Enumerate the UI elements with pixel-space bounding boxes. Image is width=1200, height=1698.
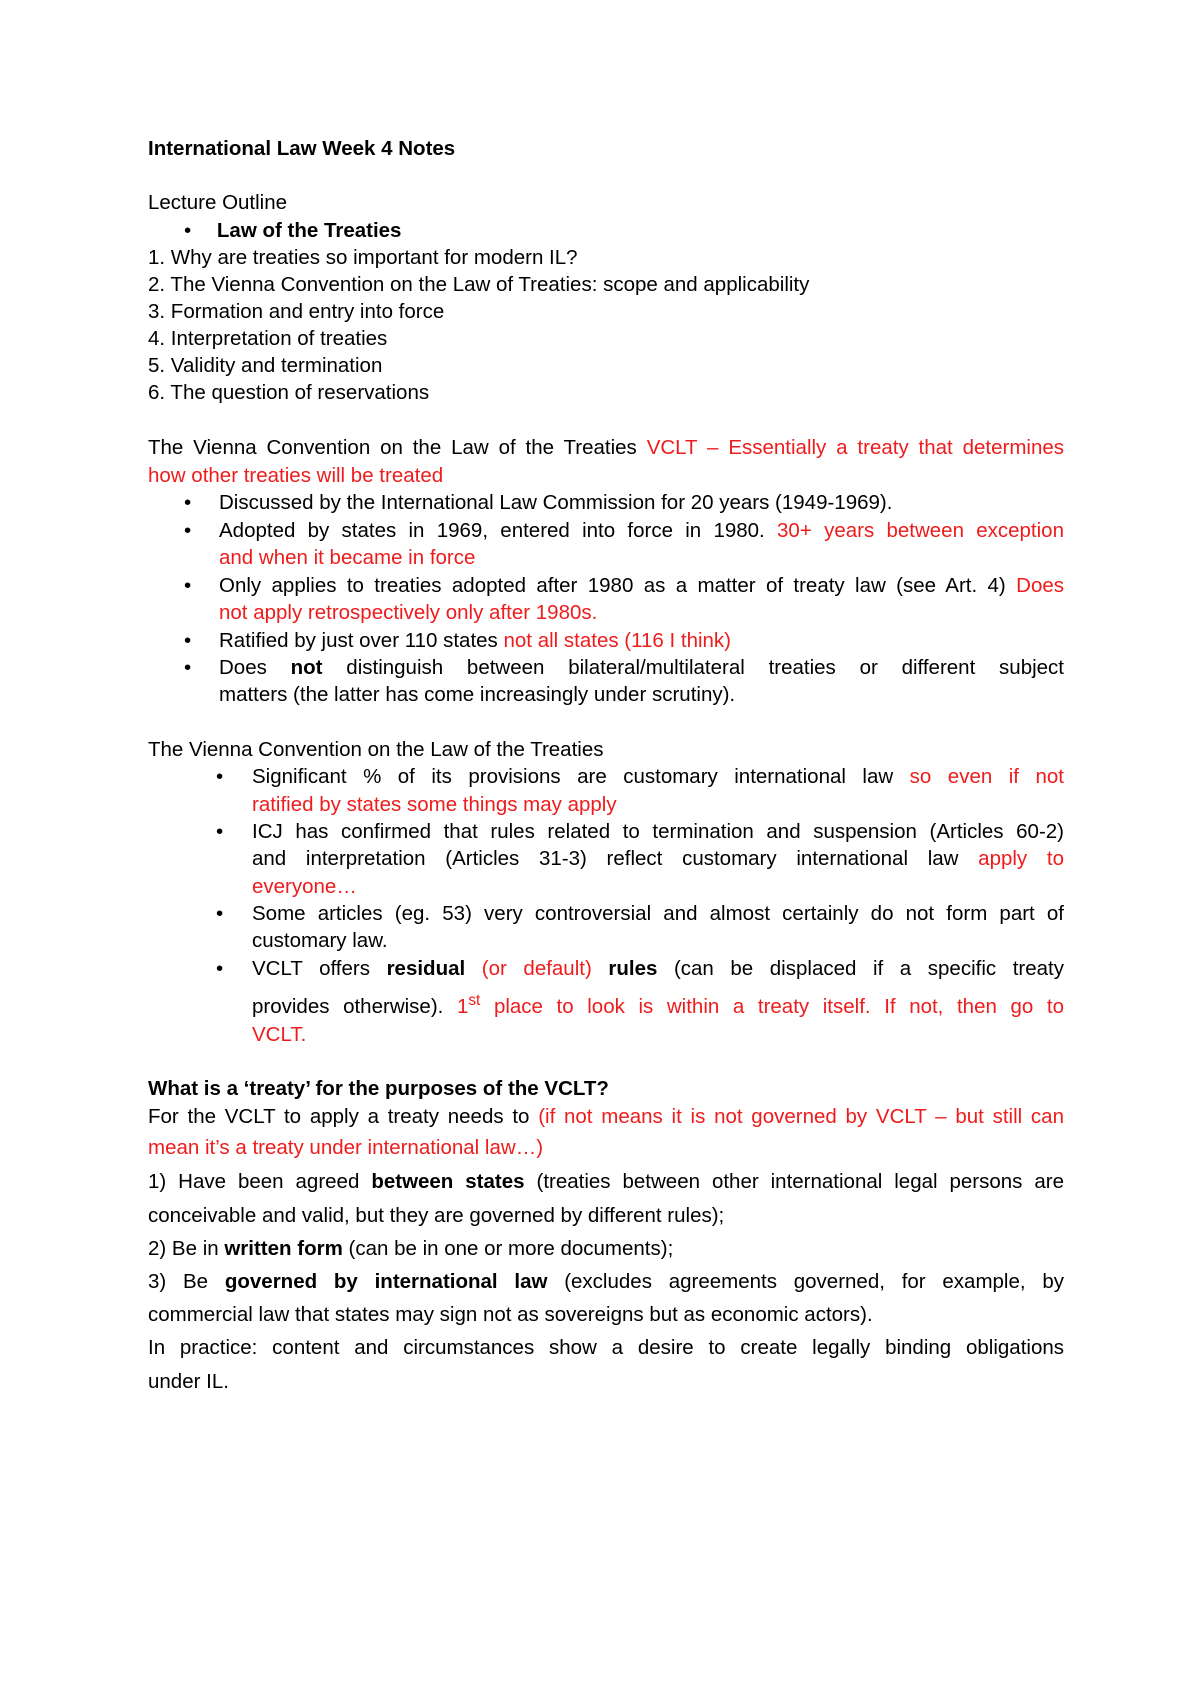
section2-heading: The Vienna Convention on the Law of the Treaties (148, 738, 604, 761)
list-item: Adopted by states in 1969, entered into force in 1980. 30+ years between exception (219, 519, 1064, 542)
section3-heading: What is a ‘treaty’ for the purposes of the VCLT? (148, 1077, 609, 1100)
outline-heading: Lecture Outline (148, 191, 288, 214)
bullet-icon: • (216, 820, 224, 843)
annotation: Does (1016, 574, 1064, 597)
list-item: Some articles (eg. 53) very controversial and almost certainly do not form part of (252, 902, 1064, 925)
list-item: VCLT offers residual (or default) rules (can be displaced if a specific treaty (252, 957, 1064, 980)
annotation: so even if not (909, 765, 1064, 788)
list-item: Only applies to treaties adopted after 1980 as a matter of treaty law (see Art. 4) Does (219, 574, 1064, 597)
annotation: ratified by states some things may apply (252, 793, 617, 816)
outline-bullet (184, 219, 401, 243)
bullet-icon: • (184, 519, 192, 542)
paragraph-continuation: commercial law that states may sign not as sovereigns but as economic actors). (148, 1303, 873, 1326)
paragraph: 2) Be in written form (can be in one or more documents); (148, 1237, 674, 1260)
outline-item: 6. The question of reservations (148, 381, 430, 404)
annotation: place to look is within a treaty itself. If not, then go to (493, 995, 1064, 1018)
annotation: VCLT – Essentially a treaty that determines (646, 436, 1065, 459)
bullet-icon: • (184, 656, 192, 679)
annotation: everyone… (252, 875, 357, 898)
bullet-icon: • (216, 765, 224, 788)
annotation: how other treaties will be treated (148, 464, 444, 487)
annotation: 30+ years between exception (777, 519, 1064, 542)
bullet-icon: • (184, 629, 192, 652)
bullet-icon: • (184, 491, 192, 514)
bullet-icon: • (184, 574, 192, 597)
outline-item: 1. Why are treaties so important for modern IL? (148, 246, 578, 269)
outline-item: 4. Interpretation of treaties (148, 327, 388, 350)
list-item-continuation: matters (the latter has come increasingly under scrutiny). (219, 683, 736, 706)
annotation: VCLT. (252, 1023, 307, 1046)
outline-item: 5. Validity and termination (148, 354, 383, 377)
annotation: mean it’s a treaty under international law…) (148, 1136, 544, 1159)
paragraph: 1) Have been agreed between states (treaties between other international legal persons are (148, 1170, 1065, 1193)
annotation: not apply retrospectively only after 1980s. (219, 601, 598, 624)
list-item: Significant % of its provisions are customary international law so even if not (252, 765, 1064, 788)
outline-item: 3. Formation and entry into force (148, 300, 445, 323)
outline-item: 2. The Vienna Convention on the Law of Treaties: scope and applicability (148, 273, 810, 296)
annotation: 1st (456, 992, 481, 1018)
annotation: not all states (116 I think) (503, 629, 732, 652)
list-item: Does not distinguish between bilateral/multilateral treaties or different subject (219, 656, 1064, 679)
outline-bullet-label: Law of the Treaties (216, 219, 402, 242)
section1-heading: The Vienna Convention on the Law of the Treaties VCLT – Essentially a treaty that determines (148, 436, 1065, 459)
list-item: Discussed by the International Law Commission for 20 years (1949-1969). (219, 491, 893, 514)
paragraph: In practice: content and circumstances show a desire to create legally binding obligations (148, 1336, 1064, 1359)
annotation: (if not means it is not governed by VCLT – but still can (538, 1105, 1064, 1128)
bullet-icon: • (216, 957, 224, 980)
list-item-continuation: provides otherwise). 1st place to look is within a treaty itself. If not, then go to (252, 992, 1064, 1018)
paragraph-continuation: under IL. (148, 1370, 229, 1393)
paragraph: 3) Be governed by international law (excludes agreements governed, for example, by (148, 1270, 1064, 1293)
list-item-continuation: customary law. (252, 929, 388, 952)
annotation: (or default) (481, 957, 592, 980)
annotation: apply to (978, 847, 1064, 870)
bullet-icon: • (216, 902, 224, 925)
list-item: ICJ has confirmed that rules related to termination and suspension (Articles 60-2) (252, 820, 1064, 843)
paragraph-continuation: conceivable and valid, but they are governed by different rules); (148, 1204, 725, 1227)
document-title: International Law Week 4 Notes (148, 137, 456, 160)
bullet-icon: • (184, 219, 192, 242)
list-item: Ratified by just over 110 states not all states (116 I think) (219, 629, 732, 652)
paragraph: For the VCLT to apply a treaty needs to (if not means it is not governed by VCLT – but still can (148, 1105, 1064, 1128)
annotation: and when it became in force (219, 546, 476, 569)
list-item-continuation: and interpretation (Articles 31-3) reflect customary international law apply to (252, 847, 1064, 870)
